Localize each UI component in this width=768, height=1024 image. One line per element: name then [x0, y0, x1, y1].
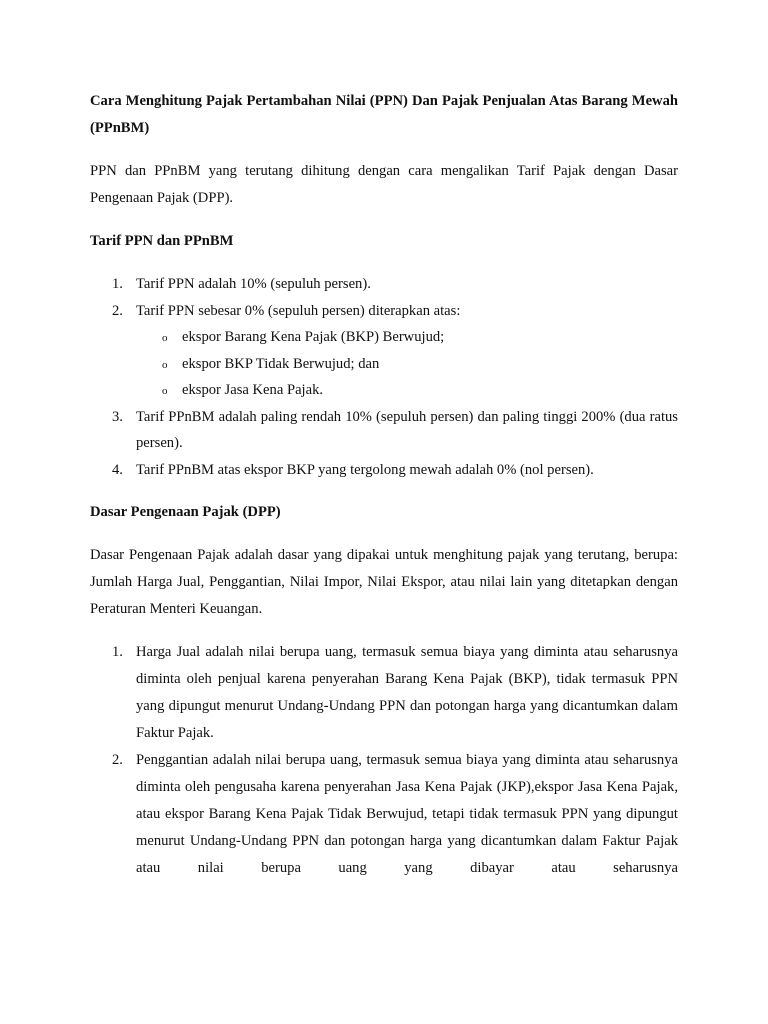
sub-list-item	[136, 351, 678, 378]
item-number: 2.	[112, 302, 123, 319]
item-number: 2.	[112, 752, 123, 768]
item-number: 1.	[112, 276, 123, 292]
intro-paragraph: PPN dan PPnBM yang terutang dihitung dengan cara mengalikan Tarif Pajak dengan Dasar Pengenaan Pajak (DPP).	[90, 163, 678, 206]
item-text: Harga Jual adalah nilai berupa uang, termasuk semua biaya yang diminta atau seharusnya diminta oleh penjual karena penyerahan Barang Kena Pajak (BKP), tidak termasuk PPN yang dipungut menurut Undang-Undang PPN dan potongan harga yang dicantumkan dalam Faktur Pajak.	[136, 644, 678, 741]
item-text: Penggantian adalah nilai berupa uang, termasuk semua biaya yang diminta atau seharusnya diminta oleh pengusaha karena penyerahan Jasa Kena Pajak (JKP),ekspor Jasa Kena Pajak, atau ekspor Barang Kena Pajak Tidak Berwujud, tetapi tidak termasuk PPN yang dipungut menurut Undang-Undang PPN dan potongan harga yang dicantumkan dalam Faktur Pajak atau nilai berupa uang yang dibayar atau seharusnya	[136, 752, 678, 876]
tarif-heading: Tarif PPN dan PPnBM	[90, 233, 234, 249]
sub-list-item	[136, 377, 678, 404]
bullet-marker: o	[162, 385, 168, 397]
list-item	[90, 271, 678, 298]
bullet-marker: o	[162, 332, 168, 344]
dpp-heading: Dasar Pengenaan Pajak (DPP)	[90, 504, 281, 520]
list-item	[90, 747, 678, 882]
item-text: Tarif PPN adalah 10% (sepuluh persen).	[136, 276, 371, 292]
bullet-marker: o	[162, 358, 168, 371]
sub-list-item	[136, 324, 678, 351]
document-content	[90, 88, 678, 898]
sub-list	[136, 324, 678, 404]
dpp-intro-paragraph: Dasar Pengenaan Pajak adalah dasar yang dipakai untuk menghitung pajak yang terutang, berupa: Jumlah Harga Jual, Penggantian, Nilai Impor, Nilai Ekspor, atau nilai lain yang ditetapkan dengan Peraturan Menteri Keuangan.	[90, 547, 678, 617]
list-item	[90, 457, 678, 484]
list-item	[90, 404, 678, 457]
item-number: 3.	[112, 408, 123, 425]
list-item	[90, 298, 678, 404]
item-text: Tarif PPnBM atas ekspor BKP yang tergolong mewah adalah 0% (nol persen).	[136, 461, 594, 478]
item-text: Tarif PPN sebesar 0% (sepuluh persen) diterapkan atas:	[136, 302, 461, 319]
dpp-list	[90, 639, 678, 882]
item-number: 1.	[112, 644, 123, 660]
sub-item-text: ekspor Barang Kena Pajak (BKP) Berwujud;	[182, 329, 445, 345]
sub-item-text: ekspor BKP Tidak Berwujud; dan	[182, 355, 380, 372]
document-title: Cara Menghitung Pajak Pertambahan Nilai (PPN) Dan Pajak Penjualan Atas Barang Mewah (PPnBM)	[90, 93, 678, 136]
item-text: Tarif PPnBM adalah paling rendah 10% (sepuluh persen) dan paling tinggi 200% (dua ratus persen).	[136, 408, 678, 451]
sub-item-text: ekspor Jasa Kena Pajak.	[182, 382, 324, 398]
tarif-list	[90, 271, 678, 483]
item-number: 4.	[112, 461, 123, 478]
list-item	[90, 639, 678, 747]
